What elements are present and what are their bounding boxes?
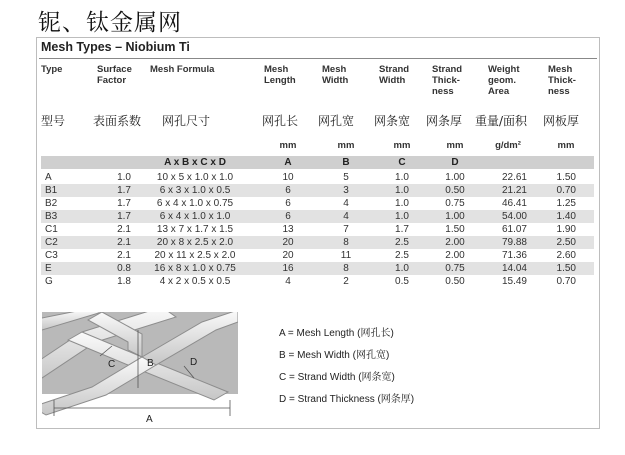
sheet-title: Mesh Types – Niobium Ti xyxy=(41,40,190,54)
cell-mesh-thickness: 1.50 xyxy=(556,263,576,274)
cell-strand-thickness: 0.75 xyxy=(445,198,465,209)
cell-strand-width: 1.0 xyxy=(395,198,409,209)
cell-strand-thickness: 0.75 xyxy=(445,263,465,274)
cell-mesh-width: 8 xyxy=(343,263,349,274)
cell-mesh-length: 20 xyxy=(282,237,294,248)
cell-mesh-thickness: 1.40 xyxy=(556,211,576,222)
cell-strand-width: 2.5 xyxy=(395,250,409,261)
header-type: Type xyxy=(41,64,63,75)
cell-type: C2 xyxy=(45,237,58,248)
unit-strand-thickness: mm xyxy=(446,140,464,151)
header-mesh-formula: Mesh Formula xyxy=(150,64,215,75)
title-divider xyxy=(39,58,597,59)
unit-mesh-thickness: mm xyxy=(557,140,575,151)
cell-surface-factor: 1.8 xyxy=(117,276,131,287)
cell-surface-factor: 1.0 xyxy=(117,172,131,183)
legend-strand-thickness: D = Strand Thickness (网条厚) xyxy=(279,394,415,405)
header-weight: Weight geom. Area xyxy=(488,64,520,97)
unit-mesh-width: mm xyxy=(337,140,355,151)
cell-type: B1 xyxy=(45,185,58,196)
table-row xyxy=(41,236,594,249)
cell-mesh-formula: 20 x 11 x 2.5 x 2.0 xyxy=(154,250,236,261)
table-row xyxy=(41,249,594,262)
letters-formula: A x B x C x D xyxy=(164,157,226,168)
cell-surface-factor: 0.8 xyxy=(117,263,131,274)
cell-mesh-width: 3 xyxy=(343,185,349,196)
cell-mesh-formula: 6 x 3 x 1.0 x 0.5 xyxy=(159,185,231,196)
table-row xyxy=(41,210,594,223)
legend-mesh-length: A = Mesh Length (网孔长) xyxy=(279,328,394,339)
cell-mesh-width: 7 xyxy=(343,224,349,235)
cell-mesh-length: 16 xyxy=(282,263,294,274)
cell-strand-thickness: 1.00 xyxy=(445,172,465,183)
cell-mesh-length: 10 xyxy=(282,172,294,183)
letter-c: C xyxy=(398,157,406,168)
cell-mesh-formula: 6 x 4 x 1.0 x 1.0 xyxy=(159,211,231,222)
cell-mesh-width: 5 xyxy=(343,172,349,183)
cell-surface-factor: 1.7 xyxy=(117,211,131,222)
cell-mesh-thickness: 1.90 xyxy=(556,224,576,235)
header-cn-strand-thickness: 网条厚 xyxy=(426,114,463,128)
dimension-letter-band xyxy=(41,156,594,169)
diagram-label-d: D xyxy=(190,357,198,368)
cell-mesh-thickness: 2.60 xyxy=(556,250,576,261)
header-cn-type: 型号 xyxy=(41,114,66,128)
cell-surface-factor: 1.7 xyxy=(117,198,131,209)
table-row xyxy=(41,197,594,210)
unit-strand-width: mm xyxy=(393,140,411,151)
table-row xyxy=(41,184,594,197)
header-mesh-thickness: Mesh Thick- ness xyxy=(548,64,576,97)
letter-b: B xyxy=(342,157,350,168)
diagram-label-b: B xyxy=(147,358,154,369)
letter-d: D xyxy=(451,157,459,168)
cell-mesh-length: 4 xyxy=(285,276,291,287)
cell-surface-factor: 2.1 xyxy=(117,224,131,235)
cell-strand-thickness: 0.50 xyxy=(445,185,465,196)
unit-weight: g/dm² xyxy=(495,140,521,151)
header-cn-weight: 重量/面积 xyxy=(475,114,528,128)
cell-mesh-length: 6 xyxy=(285,211,291,222)
header-mesh-length: Mesh Length xyxy=(264,64,296,86)
cell-strand-width: 2.5 xyxy=(395,237,409,248)
cell-type: A xyxy=(45,172,52,183)
cell-type: B3 xyxy=(45,211,58,222)
cell-strand-width: 1.7 xyxy=(395,224,409,235)
header-cn-mesh-width: 网孔宽 xyxy=(318,114,355,128)
cell-strand-thickness: 1.00 xyxy=(445,211,465,222)
table-row xyxy=(41,171,594,184)
legend-strand-width: C = Strand Width (网条宽) xyxy=(279,372,395,383)
header-strand-thickness: Strand Thick- ness xyxy=(432,64,463,97)
cell-mesh-width: 11 xyxy=(340,250,352,261)
cell-surface-factor: 2.1 xyxy=(117,237,131,248)
cell-strand-thickness: 2.00 xyxy=(445,250,465,261)
expanded-mesh-diagram xyxy=(42,312,238,424)
cell-weight: 46.41 xyxy=(501,198,527,209)
header-cn-mesh-length: 网孔长 xyxy=(262,114,299,128)
header-cn-mesh-thickness: 网板厚 xyxy=(543,114,580,128)
cell-mesh-formula: 20 x 8 x 2.5 x 2.0 xyxy=(156,237,234,248)
cell-strand-width: 1.0 xyxy=(395,211,409,222)
cell-weight: 79.88 xyxy=(501,237,527,248)
cell-mesh-width: 8 xyxy=(343,237,349,248)
header-cn-mesh-formula: 网孔尺寸 xyxy=(162,114,211,128)
cell-type: G xyxy=(45,276,53,287)
cell-type: C1 xyxy=(45,224,58,235)
cell-mesh-thickness: 0.70 xyxy=(556,185,576,196)
cell-mesh-formula: 10 x 5 x 1.0 x 1.0 xyxy=(156,172,234,183)
cell-strand-thickness: 0.50 xyxy=(445,276,465,287)
cell-weight: 61.07 xyxy=(501,224,527,235)
header-surface-factor: Surface Factor xyxy=(97,64,132,86)
letter-a: A xyxy=(284,157,292,168)
cell-weight: 21.21 xyxy=(501,185,527,196)
page-title: 铌、钛金属网 xyxy=(38,10,182,36)
cell-surface-factor: 2.1 xyxy=(117,250,131,261)
cell-mesh-formula: 6 x 4 x 1.0 x 0.75 xyxy=(156,198,234,209)
table-row xyxy=(41,275,594,288)
cell-weight: 22.61 xyxy=(501,172,527,183)
cell-mesh-thickness: 1.25 xyxy=(556,198,576,209)
cell-strand-width: 0.5 xyxy=(395,276,409,287)
cell-mesh-length: 6 xyxy=(285,185,291,196)
cell-strand-width: 1.0 xyxy=(395,263,409,274)
cell-mesh-formula: 16 x 8 x 1.0 x 0.75 xyxy=(154,263,236,274)
diagram-label-c: C xyxy=(108,359,116,370)
cell-type: E xyxy=(45,263,52,274)
cell-mesh-thickness: 1.50 xyxy=(556,172,576,183)
diagram-label-a: A xyxy=(146,414,153,424)
cell-mesh-length: 13 xyxy=(282,224,294,235)
cell-weight: 54.00 xyxy=(501,211,527,222)
cell-surface-factor: 1.7 xyxy=(117,185,131,196)
table-row xyxy=(41,262,594,275)
header-cn-surface-factor: 表面系数 xyxy=(93,114,142,128)
cell-mesh-length: 20 xyxy=(282,250,294,261)
cell-type: B2 xyxy=(45,198,58,209)
cell-mesh-width: 2 xyxy=(343,276,349,287)
legend-mesh-width: B = Mesh Width (网孔宽) xyxy=(279,350,390,361)
cell-strand-thickness: 1.50 xyxy=(445,224,465,235)
cell-mesh-thickness: 0.70 xyxy=(556,276,576,287)
cell-mesh-formula: 4 x 2 x 0.5 x 0.5 xyxy=(159,276,231,287)
cell-mesh-width: 4 xyxy=(343,198,349,209)
header-mesh-width: Mesh Width xyxy=(322,64,349,86)
header-cn-strand-width: 网条宽 xyxy=(374,114,411,128)
cell-type: C3 xyxy=(45,250,58,261)
cell-weight: 15.49 xyxy=(501,276,527,287)
cell-mesh-formula: 13 x 7 x 1.7 x 1.5 xyxy=(156,224,234,235)
unit-mesh-length: mm xyxy=(279,140,297,151)
cell-strand-width: 1.0 xyxy=(395,172,409,183)
mesh-types-sheet xyxy=(36,37,600,429)
cell-weight: 14.04 xyxy=(501,263,527,274)
cell-mesh-thickness: 2.50 xyxy=(556,237,576,248)
cell-strand-width: 1.0 xyxy=(395,185,409,196)
cell-weight: 71.36 xyxy=(501,250,527,261)
table-row xyxy=(41,223,594,236)
cell-mesh-length: 6 xyxy=(285,198,291,209)
cell-strand-thickness: 2.00 xyxy=(445,237,465,248)
header-strand-width: Strand Width xyxy=(379,64,410,86)
cell-mesh-width: 4 xyxy=(343,211,349,222)
